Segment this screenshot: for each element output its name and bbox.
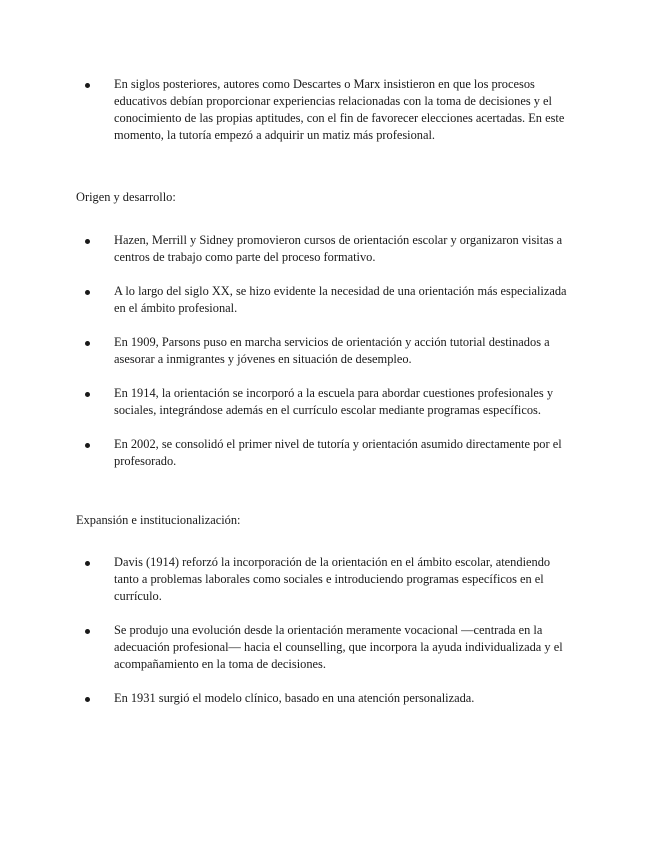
bullet-icon — [85, 443, 90, 448]
origen-list-wrap — [76, 232, 576, 470]
list-item — [76, 690, 576, 707]
bullet-icon — [85, 392, 90, 397]
expansion-list — [76, 554, 576, 707]
list-item-text: A lo largo del siglo XX, se hizo evidente la necesidad de una orientación más especializada en el ámbito profesional. — [114, 284, 567, 315]
list-item-text: En 1914, la orientación se incorporó a la escuela para abordar cuestiones profesionales y sociales, integrándose además en el currículo escolar mediante programas específicos. — [114, 386, 554, 417]
list-item — [76, 334, 576, 368]
section-heading-origen: Origen y desarrollo: — [76, 190, 176, 204]
list-item — [76, 283, 576, 317]
list-item — [76, 76, 576, 144]
bullet-icon — [85, 561, 90, 566]
bullet-icon — [85, 341, 90, 346]
intro-list — [76, 76, 576, 144]
expansion-section — [76, 512, 576, 529]
list-item-text: En 2002, se consolidó el primer nivel de tutoría y orientación asumido directamente por el profesorado. — [114, 437, 562, 468]
list-item-text: Davis (1914) reforzó la incorporación de la orientación en el ámbito escolar, atendiendo tanto a problemas laborales como sociales e introduciendo programas específicos en el currículo. — [114, 555, 551, 603]
bullet-icon — [85, 697, 90, 702]
bullet-icon — [85, 629, 90, 634]
origen-list — [76, 232, 576, 470]
bullet-icon — [85, 239, 90, 244]
list-item-text: En 1931 surgió el modelo clínico, basado en una atención personalizada. — [114, 691, 475, 705]
intro-section — [76, 76, 576, 144]
list-item-text: Se produjo una evolución desde la orientación meramente vocacional —centrada en la adecuación profesional— hacia el counselling, que incorpora la ayuda individualizada y el acompañamiento en la toma de decisiones. — [114, 623, 563, 671]
list-item — [76, 436, 576, 470]
list-item-text: En siglos posteriores, autores como Descartes o Marx insistieron en que los procesos educativos debían proporcionar experiencias relacionadas con la toma de decisiones y el conocimiento de las propias aptitudes, con el fin de favorecer elecciones acertadas. En este momento, la tutoría empezó a adquirir un matiz más profesional. — [114, 77, 565, 142]
origen-section — [76, 189, 576, 206]
list-item-text: En 1909, Parsons puso en marcha servicios de orientación y acción tutorial destinados a asesorar a inmigrantes y jóvenes en situación de desempleo. — [114, 335, 550, 366]
expansion-list-wrap — [76, 554, 576, 707]
list-item — [76, 385, 576, 419]
list-item — [76, 232, 576, 266]
list-item — [76, 622, 576, 673]
list-item — [76, 554, 576, 605]
bullet-icon — [85, 290, 90, 295]
section-heading-expansion: Expansión e institucionalización: — [76, 513, 241, 527]
bullet-icon — [85, 83, 90, 88]
list-item-text: Hazen, Merrill y Sidney promovieron cursos de orientación escolar y organizaron visitas a centros de trabajo como parte del proceso formativo. — [114, 233, 563, 264]
